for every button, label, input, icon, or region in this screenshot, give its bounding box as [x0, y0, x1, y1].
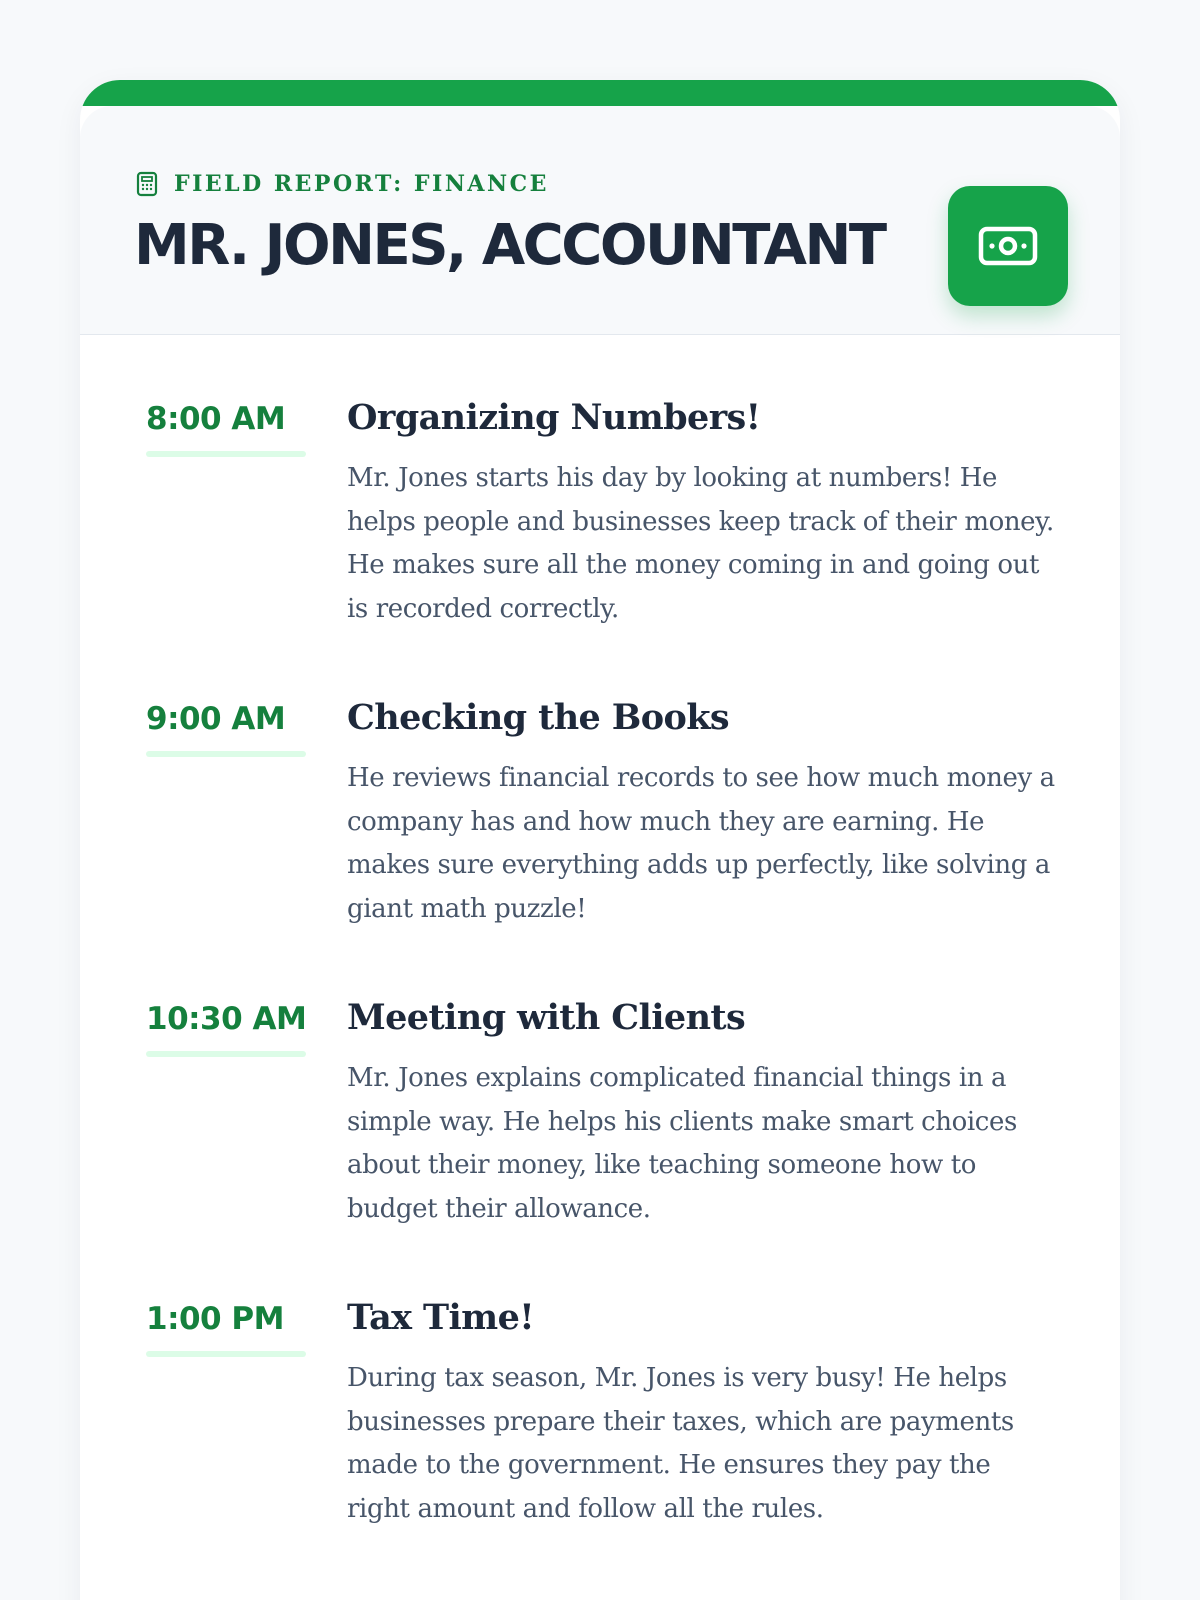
entry-text: Mr. Jones starts his day by looking at numbers! He helps people and businesses keep track of their money. He makes sure all the money coming in and going out is recorded correctly.: [347, 463, 1054, 624]
money-badge: [948, 186, 1068, 306]
entry-text: He reviews financial records to see how much money a company has and how much they are earning. He makes sure everything adds up perfectly, like solving a giant math puzzle!: [347, 763, 1055, 924]
entry-time: 9:00 AM: [146, 701, 286, 737]
entry-text: During tax season, Mr. Jones is very busy! He helps businesses prepare their taxes, which are payments made to the government. He ensures they pay the right amount and follow all the rules.: [347, 1363, 1014, 1524]
entry-title: Tax Time!: [347, 1297, 535, 1338]
time-underline: [146, 1051, 306, 1057]
entry-time: 1:00 PM: [146, 1301, 284, 1337]
report-header: [80, 106, 1120, 335]
page-title: MR. JONES, ACCOUNTANT: [134, 213, 885, 278]
entry-text: Mr. Jones explains complicated financial things in a simple way. He helps his clients make smart choices about their money, like teaching someone how to budget their allowance.: [347, 1063, 1017, 1224]
time-underline: [146, 1351, 306, 1357]
time-underline: [146, 451, 306, 457]
entry-content: [347, 993, 1059, 1231]
entry-content: [347, 693, 1059, 931]
eyebrow: [136, 170, 549, 198]
report-card: [80, 80, 1120, 1600]
calculator-icon: [136, 171, 158, 197]
time-column: [146, 1297, 306, 1357]
eyebrow-label: FIELD REPORT: FINANCE: [174, 171, 549, 197]
time-column: [146, 697, 306, 757]
money-bill-icon: [978, 226, 1038, 266]
entry-title: Organizing Numbers!: [347, 397, 761, 438]
time-column: [146, 997, 306, 1057]
entry-time: 10:30 AM: [146, 1001, 307, 1037]
entry-content: [347, 393, 1059, 631]
entry-content: [347, 1293, 1059, 1531]
time-underline: [146, 751, 306, 757]
time-column: [146, 397, 306, 457]
entry-title: Meeting with Clients: [347, 997, 746, 1038]
entry-time: 8:00 AM: [146, 401, 286, 437]
entry-title: Checking the Books: [347, 697, 730, 738]
accent-bar: [80, 80, 1120, 106]
